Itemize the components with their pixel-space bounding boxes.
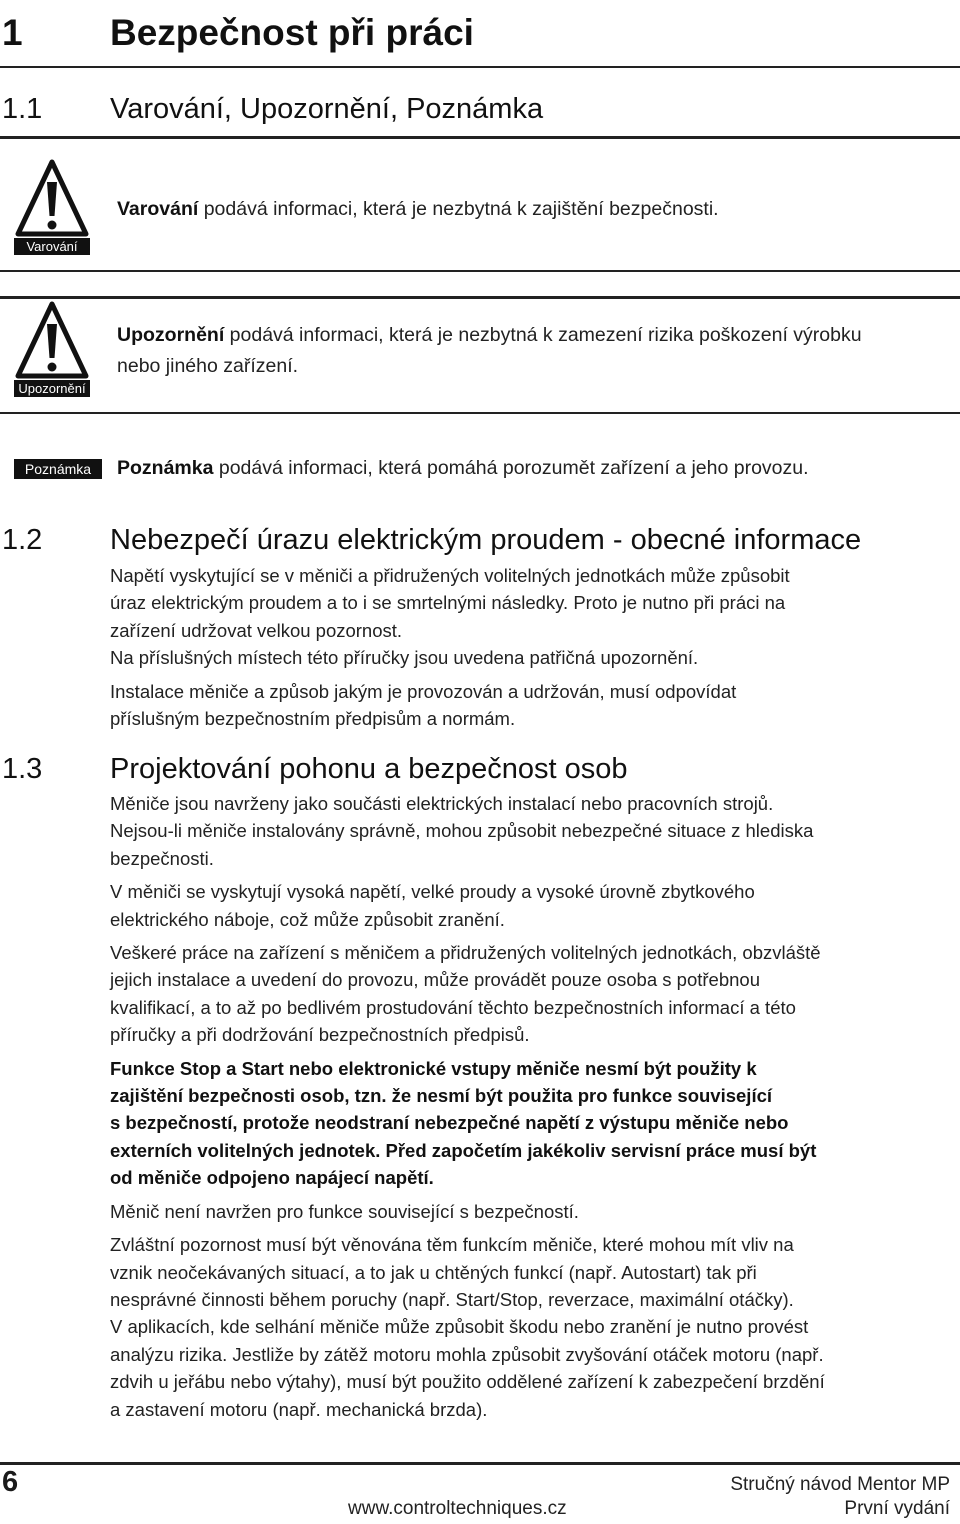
section-1-1-number: 1.1	[2, 93, 43, 125]
section-1-3-title: Projektování pohonu a bezpečnost osob	[110, 753, 628, 785]
footer-doc-title: Stručný návod Mentor MP	[730, 1474, 950, 1495]
s13-p4-l5: od měniče odpojeno napájecí napětí.	[110, 1167, 434, 1189]
warning-bottom-rule	[0, 270, 960, 272]
caution-tag: Upozornění	[14, 380, 90, 397]
section-1-2-number: 1.2	[2, 524, 43, 556]
warning-top-rule	[0, 136, 960, 139]
caution-text	[117, 322, 862, 349]
warning-lead: Varování	[117, 198, 199, 220]
section-1-3-body	[110, 790, 955, 1423]
warning-body: podává informaci, která je nezbytná k zajištění bezpečnosti.	[198, 198, 719, 220]
section-1-1-title: Varování, Upozornění, Poznámka	[110, 93, 544, 125]
caution-top-rule	[0, 296, 960, 299]
section-1-2-title: Nebezpečí úrazu elektrickým proudem - obecné informace	[110, 524, 862, 556]
s13-p6-l1: Zvláštní pozornost musí být věnována těm funkcím měniče, které mohou mít vliv na	[110, 1234, 794, 1256]
s12-p1-l2: úraz elektrickým proudem a to i se smrtelnými následky. Proto je nutno při práci na	[110, 592, 786, 614]
section-1-2-body	[110, 562, 955, 732]
note-tag: Poznámka	[14, 459, 102, 479]
note-body: podává informaci, která pomáhá porozumět zařízení a jeho provozu.	[213, 457, 809, 479]
caution-text-line2: nebo jiného zařízení.	[117, 355, 299, 377]
s13-p3-l4: příručky a při dodržování bezpečnostních předpisů.	[110, 1024, 530, 1046]
caution-triangle-icon	[14, 300, 90, 380]
caution-icon-block	[14, 300, 90, 397]
s13-p4-l3: s bezpečností, protože neodstraní nebezpečné napětí z výstupu měniče nebo	[110, 1112, 789, 1134]
caution-body-line1: podává informaci, která je nezbytná k zamezení rizika poškození výrobku	[224, 324, 862, 346]
s13-p6-l7: a zastavení motoru (např. mechanická brzda).	[110, 1398, 488, 1420]
s13-p1-l3: bezpečnosti.	[110, 847, 214, 869]
s13-p6-l5: analýzu rizika. Jestliže by zátěž motoru mohla způsobit zvyšování otáček motoru (např.	[110, 1343, 824, 1365]
footer-rule	[0, 1462, 960, 1465]
note-text	[117, 455, 809, 482]
footer-edition: První vydání	[844, 1498, 950, 1519]
s13-p3-l2: jejich instalace a uvedení do provozu, může provádět pouze osoba s potřebnou	[110, 969, 760, 991]
chapter-title: Bezpečnost při práci	[110, 12, 474, 53]
warning-triangle-icon	[14, 158, 90, 238]
s13-p4-l2: zajištění bezpečnosti osob, tzn. že nesmí být použita pro funkce související	[110, 1085, 773, 1107]
s13-p2-l1: V měniči se vyskytují vysoká napětí, velké proudy a vysoké úrovně zbytkového	[110, 881, 755, 903]
footer-website[interactable]: www.controltechniques.cz	[348, 1498, 567, 1519]
section-1-3-number: 1.3	[2, 753, 43, 785]
s13-p6-l2: vznik neočekávaných situací, a to jak u chtěných funkcí (např. Autostart) tak při	[110, 1261, 757, 1283]
s12-p3-l2: příslušným bezpečnostním předpisům a normám.	[110, 708, 516, 730]
warning-tag: Varování	[14, 238, 90, 255]
s12-p1-l3: zařízení udržovat velkou pozornost.	[110, 619, 403, 641]
s13-p6-l4: V aplikacích, kde selhání měniče může způsobit škodu nebo zranění je nutno provést	[110, 1316, 809, 1338]
warning-text	[117, 196, 719, 223]
s13-p2-l2: elektrického náboje, což může způsobit zranění.	[110, 908, 505, 930]
s13-p4-l1: Funkce Stop a Start nebo elektronické vstupy měniče nesmí být použity k	[110, 1057, 757, 1079]
s13-p6-l3: nesprávné činnosti během poruchy (např. Start/Stop, reverzace, maximální otáčky).	[110, 1288, 794, 1310]
s12-p1-l1: Napětí vyskytující se v měniči a přidružených volitelných jednotkách může způsobit	[110, 565, 790, 586]
caution-bottom-rule	[0, 412, 960, 414]
s13-p4-l4: externích volitelných jednotek. Před započetím jakékoliv servisní práce musí být	[110, 1139, 817, 1161]
chapter-number: 1	[2, 12, 23, 53]
s12-p3-l1: Instalace měniče a způsob jakým je provozován a udržován, musí odpovídat	[110, 680, 737, 702]
s13-p3-l1: Veškeré práce na zařízení s měničem a přidružených volitelných jednotkách, obzvláště	[110, 942, 821, 964]
page-number: 6	[2, 1466, 19, 1498]
caution-lead: Upozornění	[117, 324, 225, 346]
note-lead: Poznámka	[117, 457, 214, 479]
s13-p3-l3: kvalifikací, a to až po bedlivém prostudování těchto bezpečnostních informací a této	[110, 996, 796, 1018]
s13-p1-l2: Nejsou-li měniče instalovány správně, mohou způsobit nebezpečné situace z hlediska	[110, 820, 814, 842]
chapter-rule	[0, 66, 960, 68]
s13-p5: Měnič není navržen pro funkce související s bezpečností.	[110, 1200, 579, 1222]
s13-p1-l1: Měniče jsou navrženy jako součásti elektrických instalací nebo pracovních strojů.	[110, 793, 774, 814]
s13-p6-l6: zdvih u jeřábu nebo výtahy), musí být použito oddělené zařízení k zabezpečení brzdění	[110, 1371, 825, 1393]
s12-p2: Na příslušných místech této příručky jsou uvedena patřičná upozornění.	[110, 647, 699, 669]
warning-icon-block	[14, 158, 90, 255]
